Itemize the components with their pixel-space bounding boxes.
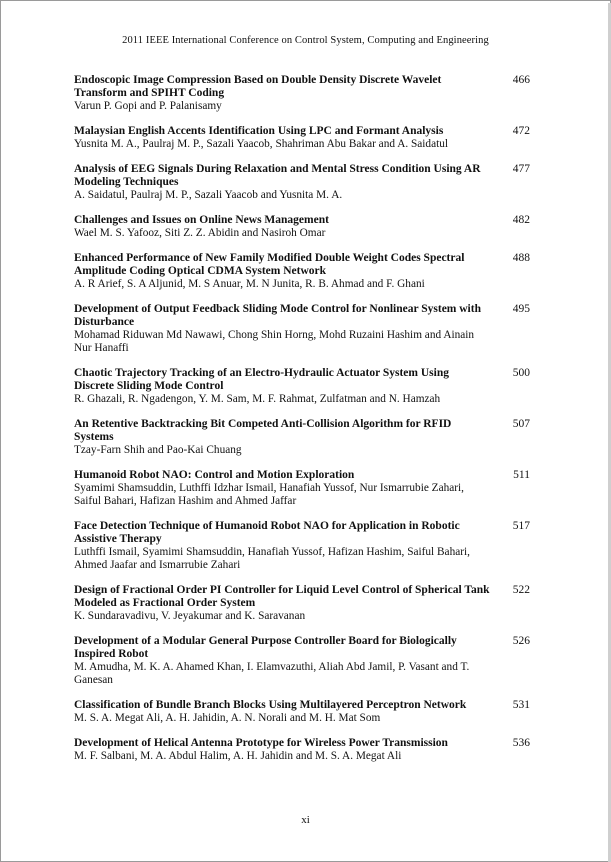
entry-authors: A. Saidatul, Paulraj M. P., Sazali Yaacob and Yusnita M. A. — [74, 189, 343, 201]
entry-authors: R. Ghazali, R. Ngadengon, Y. M. Sam, M. F. Rahmat, Zulfatman and N. Hamzah — [74, 393, 441, 405]
toc-entry — [74, 520, 530, 572]
entry-title: Enhanced Performance of New Family Modified Double Weight Codes Spectral Amplitude Coding Optical CDMA System Network — [74, 252, 465, 277]
entry-title: Development of a Modular General Purpose Controller Board for Biologically Inspired Robot — [74, 635, 457, 660]
entry-title: Chaotic Trajectory Tracking of an Electro-Hydraulic Actuator System Using Discrete Sliding Mode Control — [74, 367, 449, 392]
entry-authors: M. F. Salbani, M. A. Abdul Halim, A. H. Jahidin and M. S. A. Megat Ali — [74, 750, 402, 762]
entry-authors: A. R Arief, S. A Aljunid, M. S Anuar, M. N Junita, R. B. Ahmad and F. Ghani — [74, 278, 425, 290]
entry-authors: M. Amudha, M. K. A. Ahamed Khan, I. Elamvazuthi, Aliah Abd Jamil, P. Vasant and T. Ganesan — [74, 661, 470, 686]
entry-page-number: 526 — [512, 635, 530, 647]
entry-title: Humanoid Robot NAO: Control and Motion Exploration — [74, 469, 355, 481]
entry-page-number: 500 — [512, 367, 530, 379]
toc-entry — [74, 699, 530, 725]
toc-entry — [74, 584, 530, 623]
footer-page-number: xi — [301, 814, 310, 826]
toc-entry — [74, 418, 530, 457]
toc-entry — [74, 469, 530, 508]
entry-page-number: 536 — [512, 737, 530, 749]
entry-page-number: 482 — [512, 214, 530, 226]
toc-entry — [74, 635, 530, 687]
toc-entry — [74, 367, 530, 406]
entry-authors: Syamimi Shamsuddin, Luthffi Idzhar Ismail, Hanafiah Yussof, Nur Ismarrubie Zahari, Saiful Bahari, Hafizan Hashim and Ahmed Jaffar — [74, 482, 464, 507]
toc-entry — [74, 163, 530, 202]
entry-page-number: 507 — [512, 418, 530, 430]
entry-title: Challenges and Issues on Online News Management — [74, 214, 329, 226]
entry-title: Analysis of EEG Signals During Relaxation and Mental Stress Condition Using AR Modeling Techniques — [74, 163, 481, 188]
entry-page-number: 466 — [512, 74, 530, 86]
entry-authors: Mohamad Riduwan Md Nawawi, Chong Shin Horng, Mohd Ruzaini Hashim and Ainain Nur Hanaffi — [74, 329, 475, 354]
running-header: 2011 IEEE International Conference on Control System, Computing and Engineering — [122, 35, 489, 46]
toc-entry — [74, 74, 530, 113]
toc-entry — [74, 125, 530, 151]
entry-authors: Varun P. Gopi and P. Palanisamy — [74, 100, 222, 112]
entry-authors: K. Sundaravadivu, V. Jeyakumar and K. Saravanan — [74, 610, 306, 622]
entry-title: Development of Output Feedback Sliding Mode Control for Nonlinear System with Disturbance — [74, 303, 481, 328]
entry-page-number: 522 — [512, 584, 530, 596]
entry-authors: M. S. A. Megat Ali, A. H. Jahidin, A. N. Norali and M. H. Mat Som — [74, 712, 381, 724]
entry-page-number: 531 — [512, 699, 530, 711]
entry-authors: Wael M. S. Yafooz, Siti Z. Z. Abidin and Nasiroh Omar — [74, 227, 326, 239]
entry-page-number: 488 — [512, 252, 530, 264]
entry-page-number: 477 — [512, 163, 530, 175]
entry-title: Classification of Bundle Branch Blocks Using Multilayered Perceptron Network — [74, 699, 467, 711]
entry-title: Endoscopic Image Compression Based on Double Density Discrete Wavelet Transform and SPIHT Coding — [74, 74, 442, 99]
toc-entry — [74, 303, 530, 355]
entry-page-number: 495 — [512, 303, 530, 315]
entry-title: Design of Fractional Order PI Controller for Liquid Level Control of Spherical Tank Modeled as Fractional Order System — [74, 584, 490, 609]
toc-entry — [74, 252, 530, 291]
entry-authors: Luthffi Ismail, Syamimi Shamsuddin, Hanafiah Yussof, Hafizan Hashim, Saiful Bahari, Ahmed Jaafar and Ismarrubie Zahari — [74, 546, 470, 571]
entry-title: Face Detection Technique of Humanoid Robot NAO for Application in Robotic Assistive Therapy — [74, 520, 460, 545]
entry-page-number: 511 — [513, 469, 530, 481]
toc-entry — [74, 737, 530, 763]
entry-page-number: 517 — [512, 520, 530, 532]
table-of-contents — [74, 74, 530, 775]
entry-authors: Tzay-Farn Shih and Pao-Kai Chuang — [74, 444, 242, 456]
entry-title: An Retentive Backtracking Bit Competed Anti-Collision Algorithm for RFID Systems — [74, 418, 452, 443]
entry-title: Malaysian English Accents Identification Using LPC and Formant Analysis — [74, 125, 444, 137]
entry-title: Development of Helical Antenna Prototype for Wireless Power Transmission — [74, 737, 448, 749]
entry-authors: Yusnita M. A., Paulraj M. P., Sazali Yaacob, Shahriman Abu Bakar and A. Saidatul — [74, 138, 449, 150]
entry-page-number: 472 — [512, 125, 530, 137]
toc-entry — [74, 214, 530, 240]
